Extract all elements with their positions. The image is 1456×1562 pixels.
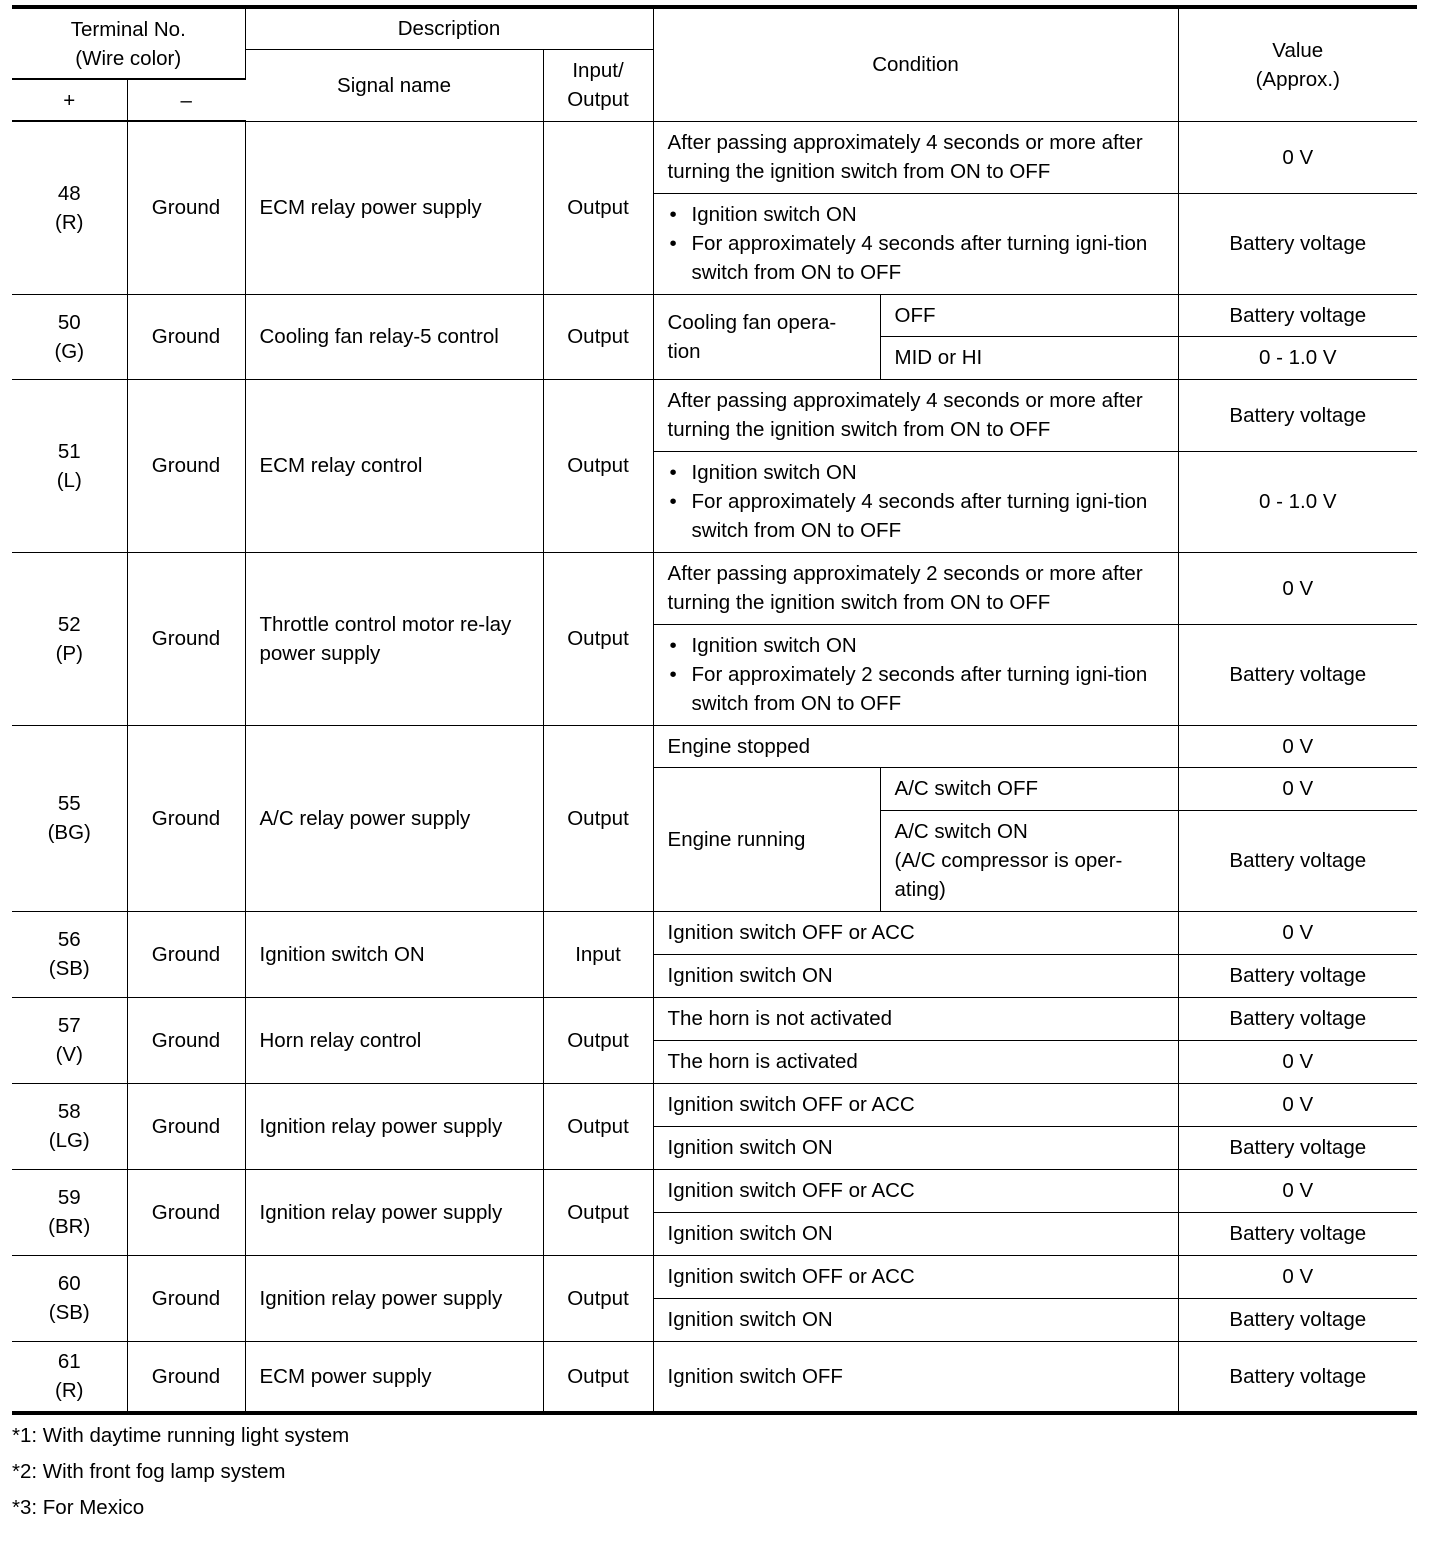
terminal-minus: Ground [127,911,245,997]
footnote: *2: With front fog lamp system [12,1460,286,1483]
condition: After passing approximately 4 seconds or more after turning the ignition switch from ON to OFF [653,379,1178,451]
terminal-minus: Ground [127,1255,245,1341]
signal-name: Ignition relay power supply [245,1169,543,1255]
terminal-plus: 48 (R) [12,121,127,294]
io-type: Output [543,725,653,911]
header-input-output: Input/ Output [543,49,653,121]
value: 0 V [1178,121,1417,193]
condition: Engine stopped [653,725,1178,767]
condition: The horn is activated [653,1040,1178,1083]
signal-name: A/C relay power supply [245,725,543,911]
condition: Ignition switch ON [653,1212,1178,1255]
value: 0 V [1178,725,1417,767]
value: 0 V [1178,911,1417,954]
table-row [12,1341,1417,1413]
condition: The horn is not activated [653,997,1178,1040]
table-row [12,1255,1417,1298]
condition: Ignition switch ON [653,954,1178,997]
condition-bullet: • Ignition switch ON [668,631,1164,660]
signal-name: ECM relay power supply [245,121,543,294]
io-type: Output [543,1255,653,1341]
condition: Ignition switch OFF or ACC [653,911,1178,954]
table-row [12,294,1417,336]
header-value: Value (Approx.) [1178,7,1417,121]
condition-bullet: • For approximately 4 seconds after turning igni-tion switch from ON to OFF [668,487,1164,545]
value: 0 V [1178,552,1417,624]
value: 0 V [1178,1255,1417,1298]
signal-name: ECM power supply [245,1341,543,1413]
condition: Ignition switch OFF [653,1341,1178,1413]
condition [653,451,1178,552]
value: 0 - 1.0 V [1178,336,1417,379]
header-signal-name: Signal name [245,49,543,121]
condition [653,193,1178,294]
value: Battery voltage [1178,1126,1417,1169]
footnote: *3: For Mexico [12,1496,145,1519]
value: 0 - 1.0 V [1178,451,1417,552]
condition-bullet: • Ignition switch ON [668,200,1164,229]
value: Battery voltage [1178,624,1417,725]
condition: Engine running [653,767,880,911]
value: Battery voltage [1178,997,1417,1040]
terminal-minus: Ground [127,725,245,911]
sub-condition: A/C switch OFF [880,767,1178,810]
table-row [12,1083,1417,1126]
signal-name: Cooling fan relay-5 control [245,294,543,379]
terminal-minus: Ground [127,997,245,1083]
value: 0 V [1178,1040,1417,1083]
terminal-plus: 55 (BG) [12,725,127,911]
sub-condition: MID or HI [880,336,1178,379]
signal-name: Horn relay control [245,997,543,1083]
footnote: *1: With daytime running light system [12,1424,350,1447]
terminal-minus: Ground [127,121,245,294]
value: Battery voltage [1178,954,1417,997]
io-type: Output [543,121,653,294]
terminal-plus: 60 (SB) [12,1255,127,1341]
terminal-plus: 51 (L) [12,379,127,552]
condition: Ignition switch OFF or ACC [653,1169,1178,1212]
terminal-plus: 61 (R) [12,1341,127,1413]
terminal-minus: Ground [127,379,245,552]
io-type: Output [543,1083,653,1169]
condition-bullet: • For approximately 2 seconds after turning igni-tion switch from ON to OFF [668,660,1164,718]
table-row [12,552,1417,624]
value: Battery voltage [1178,294,1417,336]
header-plus: + [12,79,127,121]
terminal-minus: Ground [127,1083,245,1169]
value: Battery voltage [1178,1212,1417,1255]
condition: Cooling fan opera-tion [653,294,880,379]
terminal-minus: Ground [127,552,245,725]
condition [653,624,1178,725]
signal-name: ECM relay control [245,379,543,552]
io-type: Output [543,1341,653,1413]
signal-name: Ignition relay power supply [245,1255,543,1341]
table-row [12,121,1417,193]
value: Battery voltage [1178,1298,1417,1341]
sub-condition: A/C switch ON (A/C compressor is oper-ating) [880,810,1178,911]
terminal-spec-table [12,5,1417,1415]
value: Battery voltage [1178,1341,1417,1413]
io-type: Output [543,997,653,1083]
value: 0 V [1178,1083,1417,1126]
header-condition: Condition [653,7,1178,121]
value: Battery voltage [1178,193,1417,294]
table-row [12,725,1417,767]
header-terminal-no: Terminal No. (Wire color) [12,7,245,79]
condition-bullet: • Ignition switch ON [668,458,1164,487]
condition: Ignition switch ON [653,1126,1178,1169]
terminal-plus: 57 (V) [12,997,127,1083]
io-type: Output [543,379,653,552]
condition-bullet: • For approximately 4 seconds after turning igni-tion switch from ON to OFF [668,229,1164,287]
signal-name: Throttle control motor re-lay power supply [245,552,543,725]
signal-name: Ignition switch ON [245,911,543,997]
condition: Ignition switch OFF or ACC [653,1083,1178,1126]
terminal-plus: 58 (LG) [12,1083,127,1169]
sub-condition: OFF [880,294,1178,336]
value: Battery voltage [1178,810,1417,911]
table-row [12,911,1417,954]
table-row [12,1169,1417,1212]
terminal-minus: Ground [127,1341,245,1413]
terminal-minus: Ground [127,1169,245,1255]
io-type: Output [543,1169,653,1255]
table-row [12,379,1417,451]
condition: Ignition switch ON [653,1298,1178,1341]
header-description: Description [245,7,653,49]
condition: Ignition switch OFF or ACC [653,1255,1178,1298]
io-type: Output [543,294,653,379]
footnotes [12,1418,349,1526]
value: 0 V [1178,1169,1417,1212]
terminal-minus: Ground [127,294,245,379]
condition: After passing approximately 2 seconds or more after turning the ignition switch from ON to OFF [653,552,1178,624]
terminal-plus: 52 (P) [12,552,127,725]
condition: After passing approximately 4 seconds or more after turning the ignition switch from ON to OFF [653,121,1178,193]
value: Battery voltage [1178,379,1417,451]
terminal-plus: 50 (G) [12,294,127,379]
header-minus: – [127,79,245,121]
table-row [12,997,1417,1040]
value: 0 V [1178,767,1417,810]
io-type: Output [543,552,653,725]
io-type: Input [543,911,653,997]
signal-name: Ignition relay power supply [245,1083,543,1169]
terminal-plus: 56 (SB) [12,911,127,997]
terminal-plus: 59 (BR) [12,1169,127,1255]
